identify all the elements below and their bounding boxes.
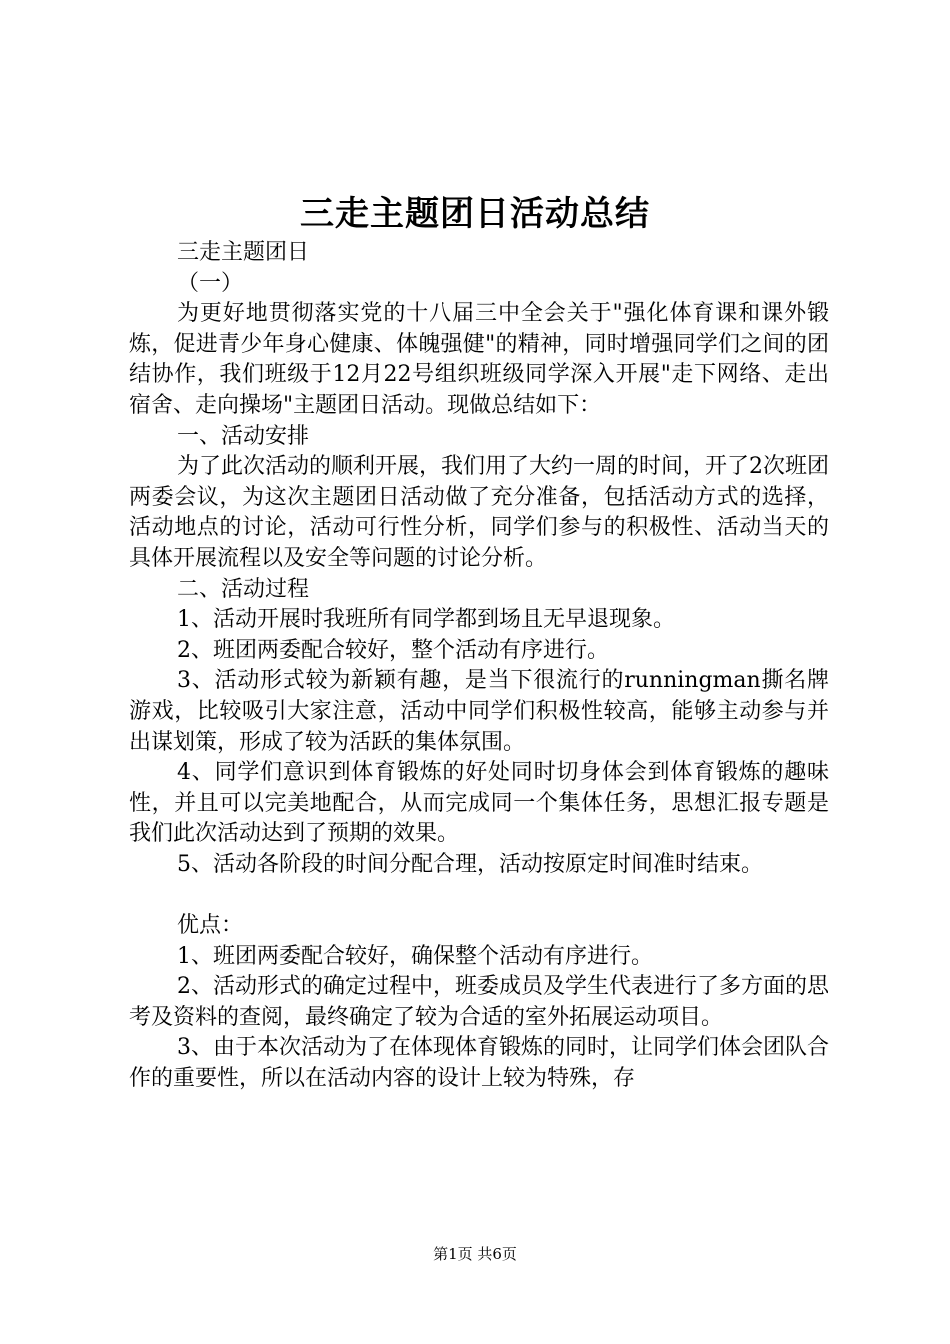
document-body <box>129 238 829 1095</box>
heading-activity-arrangement: 一、活动安排 <box>177 423 310 449</box>
paragraph-process-5: 5、活动各阶段的时间分配合理，活动按原定时间准时结束。 <box>177 851 763 877</box>
paragraph-section-number: （一） <box>177 270 244 296</box>
paragraph-process-4: 4、同学们意识到体育锻炼的好处同时切身体会到体育锻炼的趣味性，并且可以完美地配合，从而完成同一个集体任务，思想汇报专题是我们此次活动达到了预期的效果。 <box>129 760 829 847</box>
paragraph-arrangement: 为了此次活动的顺利开展，我们用了大约一周的时间，开了2次班团两委会议，为这次主题团日活动做了充分准备，包括活动方式的选择，活动地点的讨论，活动可行性分析，同学们参与的积极性、活动当天的具体开展流程以及安全等问题的讨论分析。 <box>129 454 829 571</box>
paragraph-intro: 为更好地贯彻落实党的十八届三中全会关于"强化体育课和课外锻炼，促进青少年身心健康、体魄强健"的精神，同时增强同学们之间的团结协作，我们班级于12月22号组织班级同学深入开展"走下网络、走出宿舍、走向操场"主题团日活动。现做总结如下： <box>129 301 829 418</box>
paragraph-process-3: 3、活动形式较为新颖有趣，是当下很流行的runningman撕名牌游戏，比较吸引大家注意，活动中同学们积极性较高，能够主动参与并出谋划策，形成了较为活跃的集体氛围。 <box>129 668 829 755</box>
document-title: 三走主题团日活动总结 <box>300 194 650 234</box>
paragraph-subtitle: 三走主题团日 <box>177 240 310 265</box>
paragraph-process-1: 1、活动开展时我班所有同学都到场且无早退现象。 <box>177 607 675 633</box>
paragraph-advantage-2: 2、活动形式的确定过程中，班委成员及学生代表进行了多方面的思考及资料的查阅，最终确定了较为合适的室外拓展运动项目。 <box>129 974 829 1030</box>
heading-advantages: 优点： <box>177 913 244 939</box>
blank-line <box>129 880 829 911</box>
page-footer: 第1页 共6页 <box>433 1245 517 1263</box>
heading-activity-process: 二、活动过程 <box>177 576 310 602</box>
paragraph-process-2: 2、班团两委配合较好，整个活动有序进行。 <box>177 637 609 663</box>
paragraph-advantage-3: 3、由于本次活动为了在体现体育锻炼的同时，让同学们体会团队合作的重要性，所以在活动内容的设计上较为特殊，存 <box>129 1035 829 1092</box>
paragraph-advantage-1: 1、班团两委配合较好，确保整个活动有序进行。 <box>177 943 653 969</box>
